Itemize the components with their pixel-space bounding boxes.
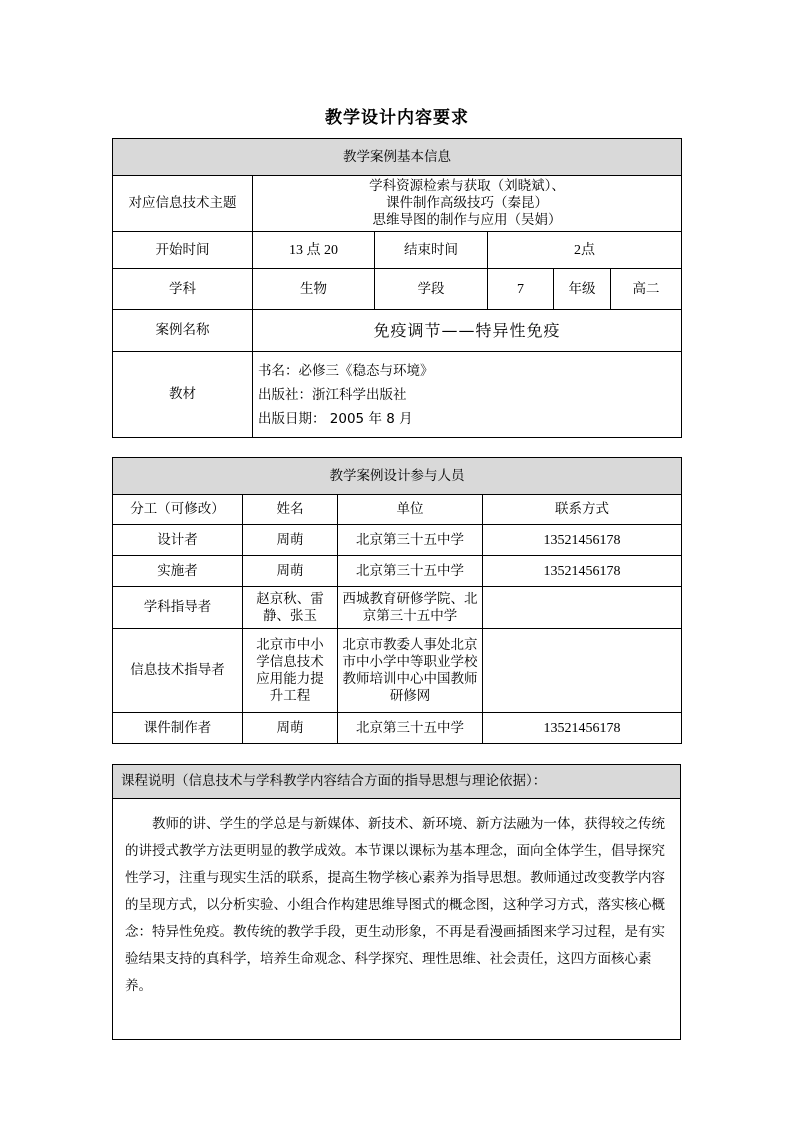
case-name-value: 免疫调节——特异性免疫 [253, 310, 682, 352]
name-cell: 赵京秋、雷静、张玉 [243, 587, 338, 629]
theme-line: 课件制作高级技巧（秦昆） [386, 195, 549, 211]
unit-cell: 北京市教委人事处北京市中小学中等职业学校教师培训中心中国教师研修网 [338, 629, 483, 713]
case-name-label: 案例名称 [113, 310, 253, 352]
subject-value: 生物 [253, 269, 375, 310]
basic-info-header: 教学案例基本信息 [113, 139, 682, 176]
textbook-line: 书名：必修三《稳态与环境》 [258, 362, 434, 379]
name-cell: 北京市中小学信息技术应用能力提升工程 [243, 629, 338, 713]
theme-line: 思维导图的制作与应用（吴娟） [372, 212, 562, 228]
column-header-name: 姓名 [243, 495, 338, 525]
theme-line: 学科资源检索与获取（刘晓斌）、 [369, 178, 565, 194]
course-description-header: 课程说明（信息技术与学科教学内容结合方面的指导思想与理论依据）： [113, 765, 681, 799]
stage-label: 学段 [375, 269, 488, 310]
column-header-unit: 单位 [338, 495, 483, 525]
participants-table [112, 457, 682, 744]
textbook-line: 出版日期： 2005 年 8 月 [258, 410, 413, 427]
unit-cell: 北京第三十五中学 [338, 713, 483, 744]
contact-cell [483, 587, 682, 629]
course-description-table [112, 764, 681, 1040]
role-cell: 信息技术指导者 [113, 629, 243, 713]
grade-value: 高二 [611, 269, 682, 310]
subject-label: 学科 [113, 269, 253, 310]
table-row [113, 587, 682, 629]
table-row [113, 556, 682, 587]
column-header-contact: 联系方式 [483, 495, 682, 525]
stage-value: 7 [488, 269, 554, 310]
theme-label: 对应信息技术主题 [113, 176, 253, 232]
end-time-label: 结束时间 [375, 232, 488, 269]
end-time-value: 2点 [488, 232, 682, 269]
contact-cell: 13521456178 [483, 525, 682, 556]
contact-cell: 13521456178 [483, 713, 682, 744]
name-cell: 周萌 [243, 525, 338, 556]
theme-value [253, 176, 682, 232]
name-cell: 周萌 [243, 713, 338, 744]
role-cell: 课件制作者 [113, 713, 243, 744]
table-row [113, 525, 682, 556]
textbook-value [253, 352, 682, 438]
role-cell: 学科指导者 [113, 587, 243, 629]
contact-cell: 13521456178 [483, 556, 682, 587]
column-header-role: 分工（可修改） [113, 495, 243, 525]
table-row [113, 713, 682, 744]
participants-header: 教学案例设计参与人员 [113, 458, 682, 495]
unit-cell: 西城教育研修学院、北京第三十五中学 [338, 587, 483, 629]
contact-cell [483, 629, 682, 713]
textbook-label: 教材 [113, 352, 253, 438]
start-time-value: 13 点 20 [253, 232, 375, 269]
textbook-line: 出版社：浙江科学出版社 [258, 386, 407, 403]
name-cell: 周萌 [243, 556, 338, 587]
grade-label: 年级 [554, 269, 611, 310]
table-row [113, 629, 682, 713]
unit-cell: 北京第三十五中学 [338, 556, 483, 587]
start-time-label: 开始时间 [113, 232, 253, 269]
course-description-body: 教师的讲、学生的学总是与新媒体、新技术、新环境、新方法融为一体，获得较之传统的讲授式教学方法更明显的教学成效。本节课以课标为基本理念，面向全体学生，倡导探究性学习，注重与现实生活的联系，提高生物学核心素养为指导思想。教师通过改变教学内容的呈现方式，以分析实验、小组合作构建思维导图式的概念图，这种学习方式，落实核心概念：特异性免疫。教传统的教学手段，更生动形象，不再是看漫画插图来学习过程，是有实验结果支持的真科学，培养生命观念、科学探究、理性思维、社会责任，这四方面核心素养。 [113, 799, 681, 1040]
role-cell: 设计者 [113, 525, 243, 556]
basic-info-table [112, 138, 682, 438]
page-title: 教学设计内容要求 [325, 108, 469, 128]
unit-cell: 北京第三十五中学 [338, 525, 483, 556]
role-cell: 实施者 [113, 556, 243, 587]
